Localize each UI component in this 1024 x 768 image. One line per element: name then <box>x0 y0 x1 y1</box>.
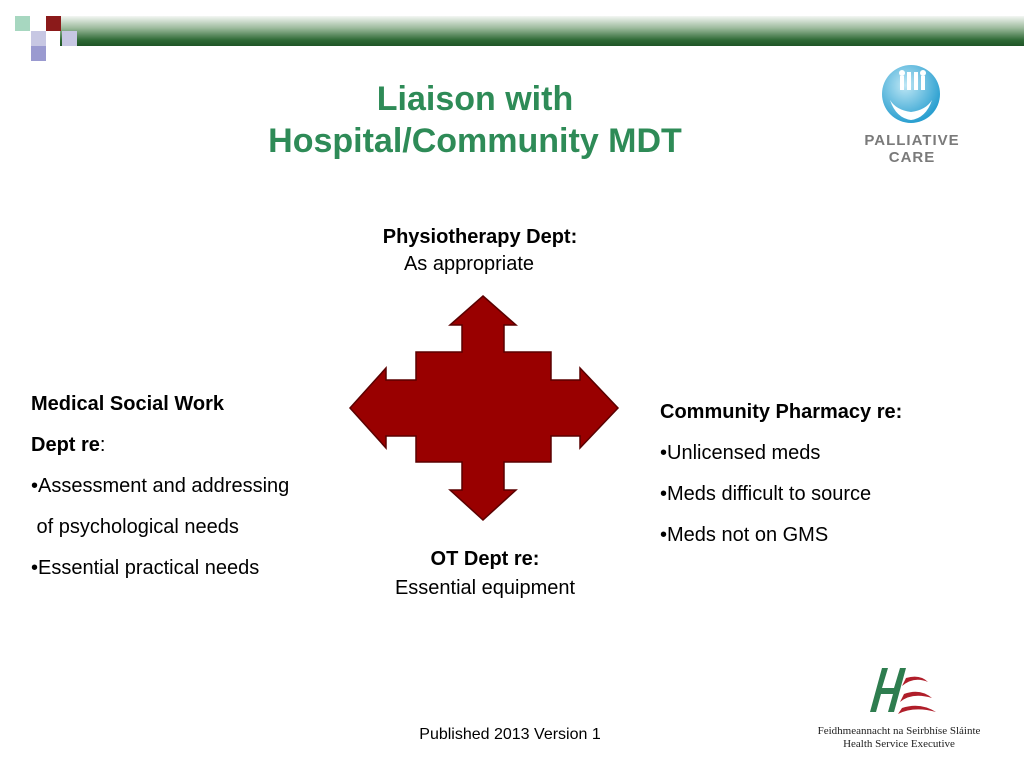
list-item: •Meds difficult to source <box>660 483 872 505</box>
list-item: •Assessment and addressing <box>31 475 290 497</box>
hands-care-icon <box>856 60 968 140</box>
msw-heading-colon: : <box>99 434 106 456</box>
palliative-care-label-line1: PALLIATIVE <box>864 132 960 149</box>
palliative-care-label <box>850 132 974 166</box>
title-line-2: Hospital/Community MDT <box>268 122 682 160</box>
ot-heading: OT Dept re: <box>430 548 540 570</box>
decor-square-lilac <box>31 31 46 46</box>
decor-square-red <box>46 16 61 31</box>
ot-text: Essential equipment <box>394 577 576 599</box>
title-line-1: Liaison with <box>376 80 574 118</box>
ot-block <box>360 545 610 603</box>
hse-label-irish: Feidhmeannacht na Seirbhíse Sláinte <box>817 725 981 737</box>
four-way-arrow-icon <box>346 292 622 524</box>
hse-logo-icon <box>862 662 942 720</box>
physiotherapy-text: As appropriate <box>403 253 535 275</box>
medical-social-work-block <box>31 392 351 597</box>
physiotherapy-block <box>340 224 620 278</box>
slide-title <box>150 78 800 162</box>
palliative-care-label-line2: CARE <box>888 149 936 166</box>
hse-label-english: Health Service Executive <box>843 738 955 750</box>
msw-heading-line1: Medical Social Work <box>31 393 225 415</box>
list-item: •Unlicensed meds <box>660 442 821 464</box>
community-pharmacy-block <box>660 400 990 564</box>
list-item: •Meds not on GMS <box>660 524 829 546</box>
physiotherapy-heading: Physiotherapy Dept: <box>382 226 578 248</box>
pharmacy-heading: Community Pharmacy re: <box>660 401 903 423</box>
header-gradient-bar <box>60 16 1024 46</box>
hse-label <box>814 725 984 751</box>
decor-square-purple <box>31 46 46 61</box>
footer-published: Published 2013 Version 1 <box>419 726 601 743</box>
decor-square-lilac <box>62 31 77 46</box>
decor-square-green <box>15 16 30 31</box>
msw-heading-line2 <box>31 433 351 474</box>
list-item: •Essential practical needs <box>31 557 260 579</box>
list-item: of psychological needs <box>31 516 239 538</box>
msw-heading-dept: Dept re <box>31 434 100 456</box>
